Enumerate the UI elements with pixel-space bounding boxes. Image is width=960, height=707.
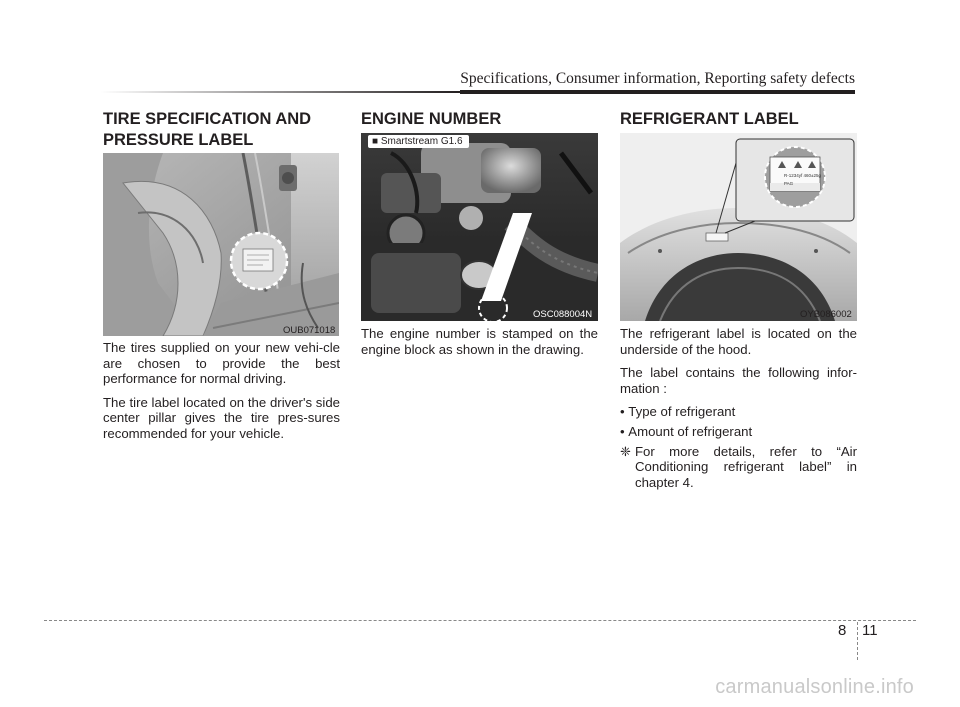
refrigerant-section-body xyxy=(620,326,857,490)
engine-section-body xyxy=(361,326,598,365)
refrigerant-section-title: REFRIGERANT LABEL xyxy=(620,110,799,128)
tire-section-title xyxy=(103,109,311,151)
tire-paragraph-2: The tire label located on the driver's side center pillar gives the tire pres-sures recommended for your vehicle. xyxy=(103,394,340,441)
square-bullet-icon: ■ xyxy=(372,136,379,147)
note-asterisk-icon: ❈ xyxy=(620,443,632,459)
engine-variant-badge xyxy=(368,135,469,148)
refrigerant-note-text: For more details, refer to “Air Conditioning refrigerant label” in chapter 4. xyxy=(635,443,857,490)
engine-paragraph-1: The engine number is stamped on the engine block as shown in the drawing. xyxy=(361,326,598,357)
refrigerant-figure-code: OYB086002 xyxy=(800,309,852,320)
footer-rule xyxy=(44,620,916,621)
engine-variant-label: Smartstream G1.6 xyxy=(380,136,463,147)
refrigerant-bullet-type: • Type of refrigerant xyxy=(620,404,736,420)
tire-paragraph-1: The tires supplied on your new vehi-cle are chosen to provide the best performance for normal driving. xyxy=(103,340,340,387)
tire-title-line1: TIRE SPECIFICATION AND xyxy=(103,110,312,128)
running-header: Specifications, Consumer information, Reporting safety defects xyxy=(460,70,855,87)
refrigerant-label-figure xyxy=(620,133,857,321)
tire-figure-code: OUB071018 xyxy=(283,325,336,336)
tire-label-figure xyxy=(103,153,339,336)
header-rule xyxy=(460,90,855,94)
engine-number-figure xyxy=(361,133,598,321)
engine-figure-code: OSC088004N xyxy=(533,309,593,320)
engine-section-title: ENGINE NUMBER xyxy=(361,110,502,128)
chapter-number: 8 xyxy=(838,622,847,639)
tire-section-body xyxy=(103,340,340,450)
tire-title-line2: PRESSURE LABEL xyxy=(103,131,254,149)
door-pillar-illustration xyxy=(103,153,339,336)
refrigerant-paragraph-1: The refrigerant label is located on the underside of the hood. xyxy=(620,326,857,357)
refrigerant-bullet-amount: • Amount of refrigerant xyxy=(620,423,753,439)
refrigerant-label-oil: PAG xyxy=(784,181,794,186)
page-number-separator xyxy=(857,622,858,660)
watermark: carmanualsonline.info xyxy=(715,676,914,698)
page-number: 11 xyxy=(862,622,878,639)
refrigerant-note xyxy=(620,444,857,491)
refrigerant-label-type: R-1234yf 460±25g xyxy=(784,173,822,178)
hood-underside-illustration xyxy=(620,133,857,321)
refrigerant-paragraph-2: The label contains the following infor-mation : xyxy=(620,365,857,396)
engine-bay-illustration xyxy=(361,133,598,321)
